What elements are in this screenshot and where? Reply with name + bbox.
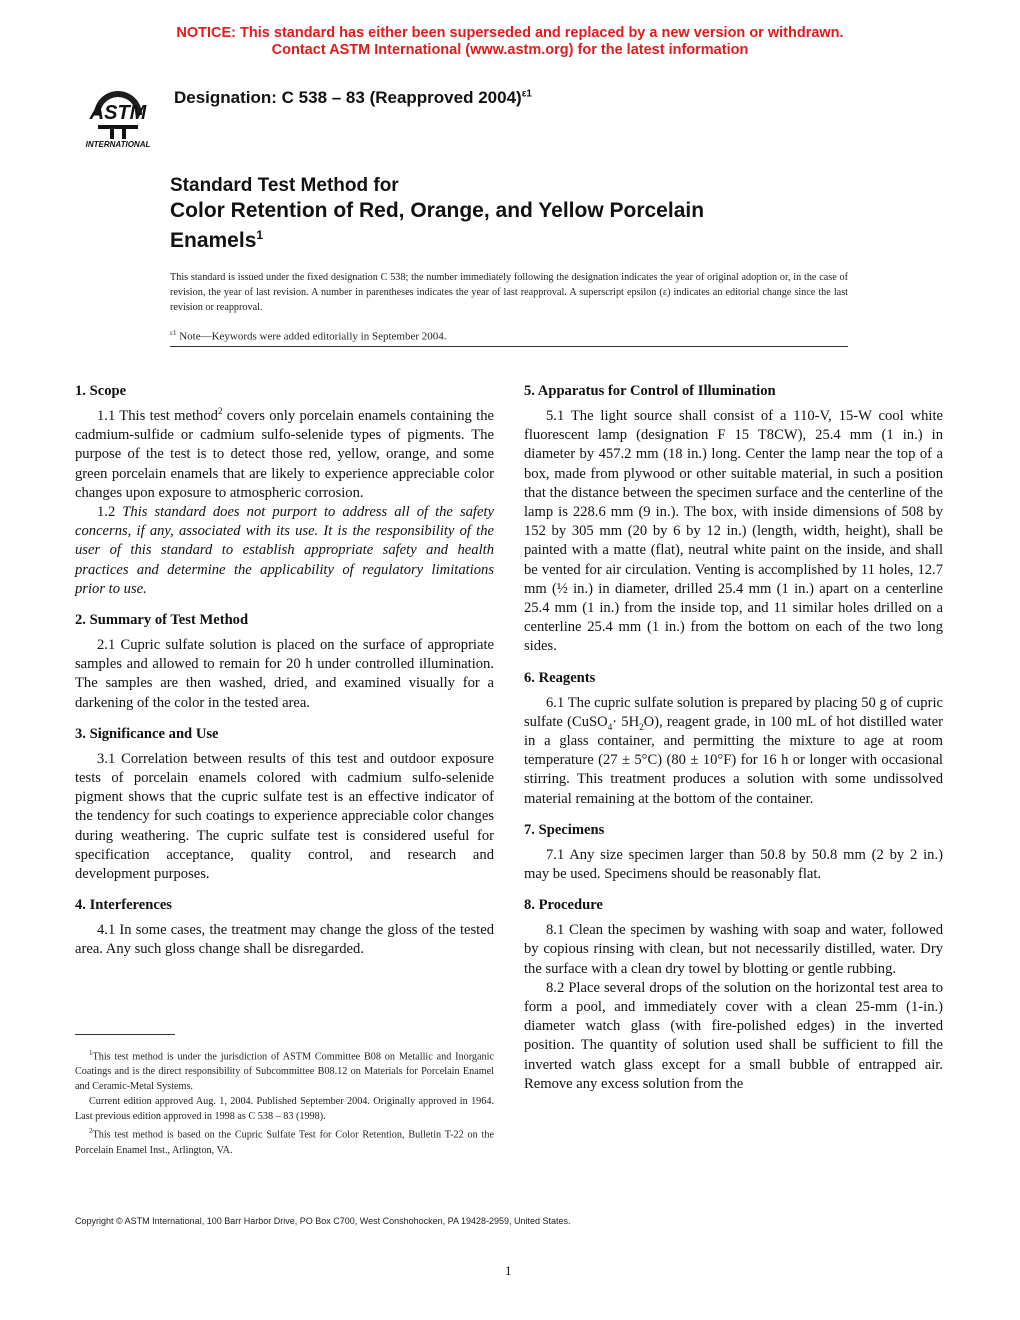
copyright: Copyright © ASTM International, 100 Barr Harbor Drive, PO Box C700, West Conshohocken, PA 19428-2959, United States. (75, 1216, 571, 1226)
editorial-note-sup: ε1 (170, 329, 177, 337)
editorial-note (170, 329, 447, 343)
editorial-note-text: Note—Keywords were added editorially in September 2004. (179, 330, 447, 343)
document-title (170, 174, 870, 253)
section-2-1: 2.1 Cupric sulfate solution is placed on the surface of appropriate samples and allowed to remain for 20 h under controlled illumination. The samples are then washed, dried, and examined visually for a darkening of the color in the tested area. (75, 637, 494, 711)
footnote-2 (75, 1124, 494, 1157)
section-6-1 (524, 694, 943, 809)
section-1-2 (75, 503, 494, 599)
title-sup: 1 (256, 228, 264, 242)
section-4-heading: 4. Interferences (75, 897, 172, 914)
footnotes (75, 1046, 494, 1158)
section-5-1: 5.1 The light source shall consist of a 110-V, 15-W cool white fluorescent lamp (designation F 15 T8CW), 25.4 mm (1 in.) in diameter by 457.2 mm (18 in.) long. Center the lamp near the top of a box, made from plywood or other suitable material, in such a position that the distance between the specimen surface and the centerline of the lamp is 228.6 mm (9 in.). The box, with inside dimensions of 508 by 152 by 305 mm (20 by 6 by 12 in.) (length, width, height), shall be painted with a matte (flat), neutral white paint on the inside, and shall be vented for air circulation. Venting is accomplished by 11 holes, 12.7 mm (½ in.) in diameter, drilled 25.4 mm (1 in.) apart on a centerline 25.4 mm (1 in.) from the inside top, and 11 similar holes drilled on a centerline 25.4 mm (1 in.) from the bottom on each of the two long sides. (524, 408, 943, 655)
section-3-1: 3.1 Correlation between results of this test and outdoor exposure tests of porcelain enamels colored with cadmium sulfo-selenide pigment shows that the cupric sulfate test is an effective indicator of the tendency for such coatings to experience appreciable color changes during weathering. The cupric sulfate test is considered useful for specification acceptance, quality control, and research and development purposes. (75, 750, 494, 883)
footnote-2-marker: 2 (89, 1127, 93, 1136)
footnote-1 (75, 1046, 494, 1094)
section-1-1-text-a: 1.1 This test method (97, 408, 218, 424)
astm-logo (76, 75, 160, 149)
footnote-2-text: This test method is based on the Cupric Sulfate Test for Color Retention, Bulletin T-22 on the Porcelain Enamel Inst., Arlington, VA. (75, 1129, 494, 1156)
title-line-1: Standard Test Method for (170, 175, 399, 196)
title-line-3 (170, 223, 870, 253)
logo-text: ASTM (89, 102, 147, 124)
section-6-1-sub-2: 2 (639, 721, 644, 732)
section-8-heading: 8. Procedure (524, 897, 603, 914)
section-6-1-text-b: · 5H (612, 713, 640, 730)
section-8-1: 8.1 Clean the specimen by washing with soap and water, followed by copious rinsing with clean, but not necessarily distilled, water. Dry the surface with a clean dry towel by blotting or gentle rubbing. (524, 922, 943, 977)
section-2-heading: 2. Summary of Test Method (75, 612, 249, 629)
footnote-1-marker: 1 (89, 1049, 93, 1057)
footnote-ref-2: 2 (217, 406, 223, 417)
notice-line-1: NOTICE: This standard has either been superseded and replaced by a new version or withdrawn. (176, 25, 844, 41)
section-7-heading: 7. Specimens (524, 821, 605, 838)
section-8-2: 8.2 Place several drops of the solution on the horizontal test area to form a pool, and immediately cover with a clean 25-mm (1-in.) diameter watch glass (with fire-polished edges) in the inverted position. The quantity of solution used shall be sufficient to fill the inverted watch glass except for a small bubble of entrapped air. Remove any excess solution from the (524, 979, 943, 1092)
footnote-divider (75, 1034, 175, 1035)
designation-sup: ε1 (521, 88, 532, 100)
section-6-heading: 6. Reagents (524, 669, 596, 686)
section-4-1: 4.1 In some cases, the treatment may change the gloss of the tested area. Any such gloss change shall be disregarded. (75, 922, 494, 958)
withdrawal-notice (0, 25, 1020, 59)
section-3-heading: 3. Significance and Use (75, 725, 219, 742)
designation-text: Designation: C 538 – 83 (Reapproved 2004) (174, 88, 522, 107)
section-5-heading: 5. Apparatus for Control of Illumination (524, 383, 776, 399)
page-number: 1 (505, 1263, 512, 1278)
section-1-1-text-b: covers only porcelain enamels containing the cadmium-sulfide or cadmium sulfo-selenide types of pigments. The purpose of the test is to detect those red, yellow, orange, and some green porcelain enamels that are likely to experience appreciable color changes upon exposure to atmospheric corrosion. (75, 408, 494, 501)
section-6-1-sub-1: 4 (607, 721, 613, 732)
title-line-2: Color Retention of Red, Orange, and Yellow Porcelain (170, 199, 705, 222)
section-6-1-text-a: 6.1 The cupric sulfate solution is prepared by placing 50 g of cupric sulfate (CuSO (524, 694, 943, 730)
section-1-1 (75, 407, 494, 503)
notice-line-2: Contact ASTM International (www.astm.org) for the latest information (271, 42, 749, 58)
designation (174, 88, 532, 108)
title-line-3-text: Enamels (170, 229, 257, 252)
left-column (75, 382, 494, 960)
section-1-2-num: 1.2 (97, 504, 123, 521)
section-7-1: 7.1 Any size specimen larger than 50.8 by 50.8 mm (2 by 2 in.) may be used. Specimens should be reasonably flat. (524, 846, 943, 883)
issue-statement: This standard is issued under the fixed designation C 538; the number immediately following the designation indicates the year of original adoption or, in the case of revision, the year of last revision. A number in parentheses indicates the year of last reapproval. A superscript epsilon (ε) indicates an editorial change since the last revision or reapproval. (170, 272, 848, 313)
right-column (524, 382, 943, 1094)
footnote-1-text: This test method is under the jurisdiction of ASTM Committee B08 on Metallic and Inorganic Coatings and is the direct responsibility of Subcommittee B08.12 on Materials for Porcelain Enamel and Ceramic-Metal Systems. (75, 1051, 494, 1093)
section-1-2-text: This standard does not purport to address all of the safety concerns, if any, associated with its use. It is the responsibility of the user of this standard to establish appropriate safety and health practices and determine the applicability of regulatory limitations prior to use. (75, 504, 494, 597)
footnote-1-continued: Current edition approved Aug. 1, 2004. Published September 2004. Originally approved in 1964. Last previous edition approved in 1998 as C 538 – 83 (1998). (75, 1096, 494, 1123)
section-1-heading: 1. Scope (75, 383, 127, 399)
header-divider (170, 346, 848, 347)
logo-subtext: INTERNATIONAL (85, 140, 151, 149)
section-6-1-text-c: O), reagent grade, in 100 mL of hot distilled water in a glass container, and permitting the mixture to age at room temperature (27 ± 5°C) (80 ± 10°F) for 16 h or longer with occasional stirring. This treatment produces a solution with some undissolved material remaining at the bottom of the container. (524, 713, 943, 807)
